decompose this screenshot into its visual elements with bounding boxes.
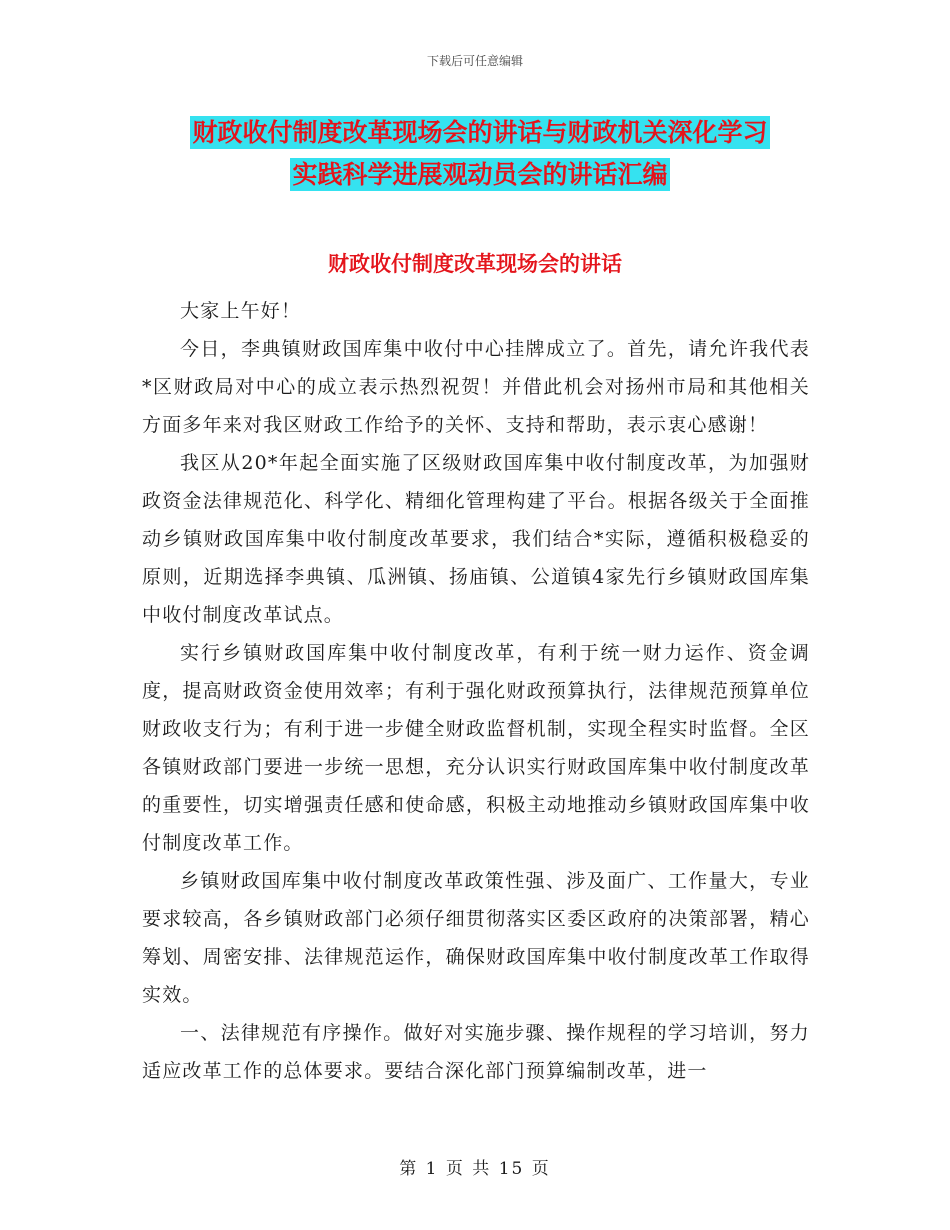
document-body xyxy=(142,292,810,1090)
document-title-line1: 财政收付制度改革现场会的讲话与财政机关深化学习 xyxy=(192,118,768,147)
paragraph: 今日，李典镇财政国库集中收付中心挂牌成立了。首先，请允许我代表*区财政局对中心的成立表示热烈祝贺！并借此机会对扬州市局和其他相关方面多年来对我区财政工作给予的关怀、支持和帮助，表示衷心感谢！ xyxy=(142,338,810,436)
paragraph: 实行乡镇财政国库集中收付制度改革，有利于统一财力运作、资金调度，提高财政资金使用效率；有利于强化财政预算执行，法律规范预算单位财政收支行为；有利于进一步健全财政监督机制，实现全程实时监督。全区各镇财政部门要进一步统一思想，充分认识实行财政国库集中收付制度改革的重要性，切实增强责任感和使命感，积极主动地推动乡镇财政国库集中收付制度改革工作。 xyxy=(142,642,810,854)
page-footer: 第 1 页 共 15 页 xyxy=(399,1159,551,1179)
document-title xyxy=(140,112,820,196)
paragraph: 我区从20*年起全面实施了区级财政国库集中收付制度改革，为加强财政资金法律规范化、科学化、精细化管理构建了平台。根据各级关于全面推动乡镇财政国库集中收付制度改革要求，我们结合*实际，遵循积极稳妥的原则，近期选择李典镇、瓜洲镇、扬庙镇、公道镇4家先行乡镇财政国库集中收付制度改革试点。 xyxy=(142,452,810,626)
paragraph: 大家上午好！ xyxy=(180,300,302,322)
document-title-line2: 实践科学进展观动员会的讲话汇编 xyxy=(292,160,668,189)
paragraph: 乡镇财政国库集中收付制度改革政策性强、涉及面广、工作量大，专业要求较高，各乡镇财政部门必须仔细贯彻落实区委区政府的决策部署，精心筹划、周密安排、法律规范运作，确保财政国库集中收付制度改革工作取得实效。 xyxy=(142,870,810,1006)
header-note: 下载后可任意编辑 xyxy=(426,54,523,68)
section-title: 财政收付制度改革现场会的讲话 xyxy=(328,252,622,276)
paragraph: 一、法律规范有序操作。做好对实施步骤、操作规程的学习培训，努力适应改革工作的总体要求。要结合深化部门预算编制改革，进一 xyxy=(142,1022,810,1082)
